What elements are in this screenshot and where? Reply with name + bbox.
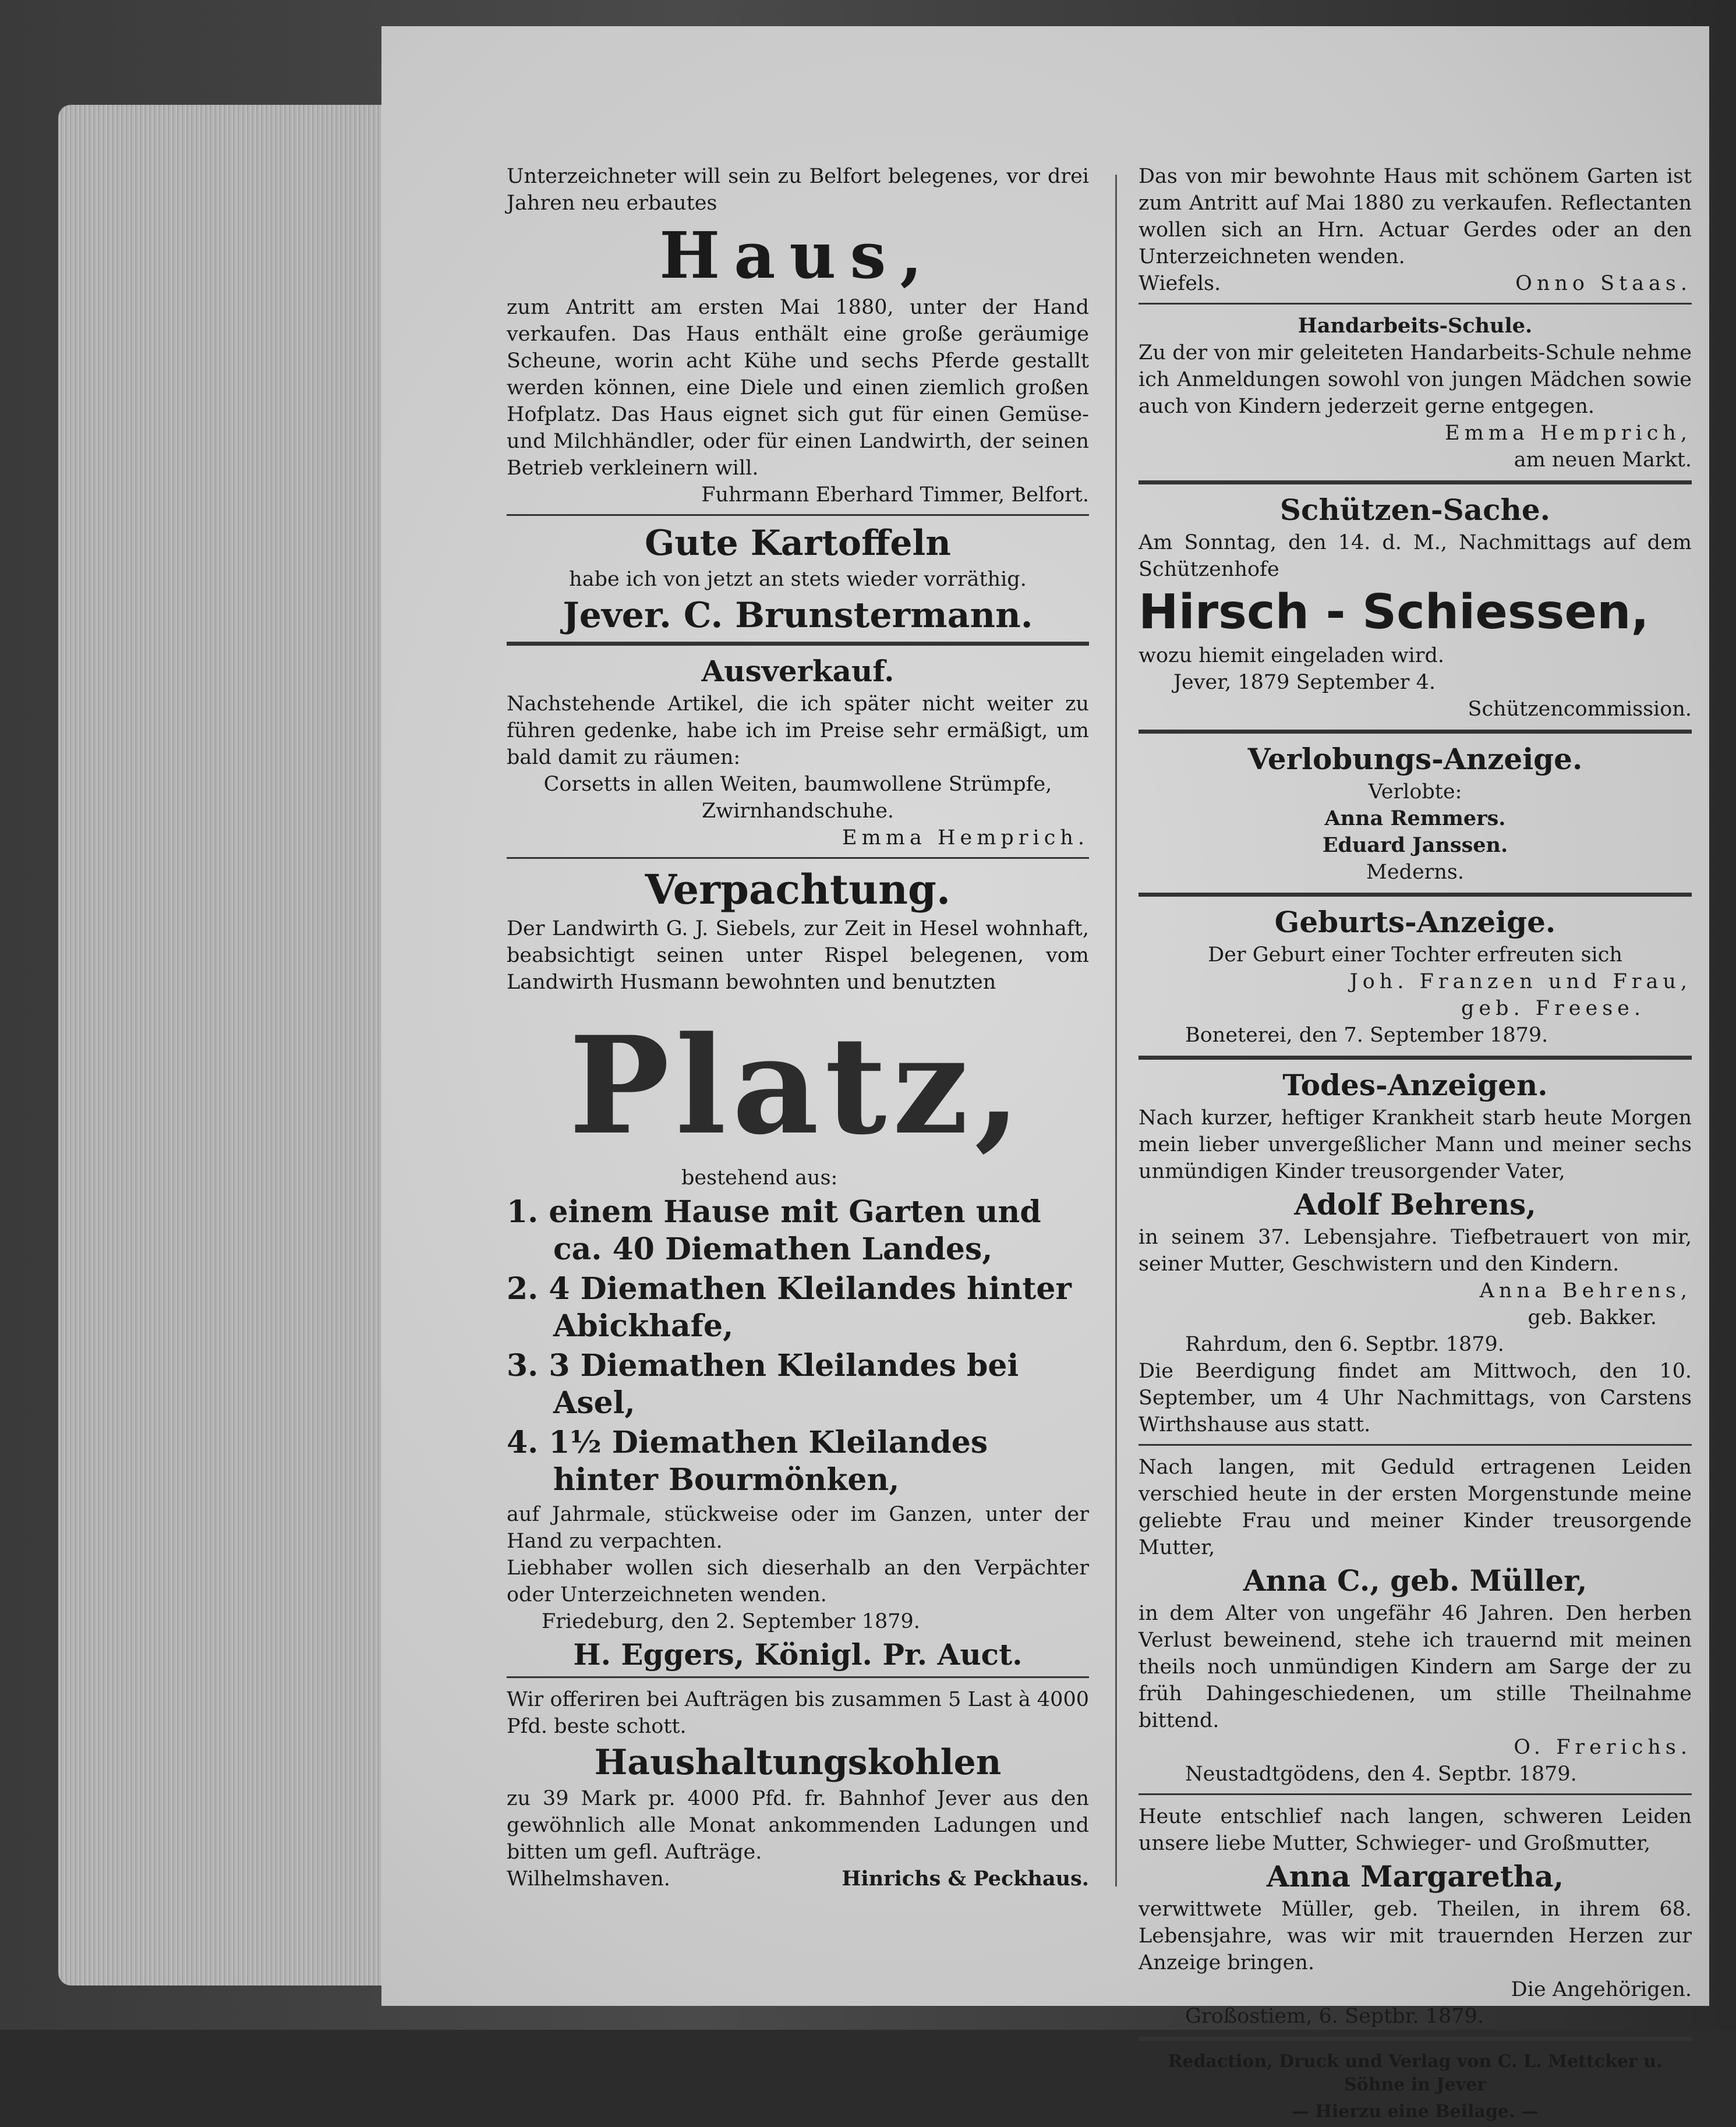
ad-big-word: Hirsch - Schiessen, xyxy=(1139,585,1649,640)
ad-title: Haus, xyxy=(659,218,936,293)
ad-place: Mederns. xyxy=(1366,861,1465,884)
ad-signature: O. Frerichs. xyxy=(1514,1736,1692,1760)
ad-body: zu 39 Mark pr. 4000 Pfd. fr. Bahnhof Jever aus den gewöhnlich alle Monat ankommenden Ladungen und bitten um gefl. Aufträge. xyxy=(507,1787,1089,1864)
ad-invite: wozu hiemit eingeladen wird. xyxy=(1139,644,1444,668)
ad-date: Rahrdum, den 6. Septbr. 1879. xyxy=(1185,1333,1504,1357)
list-item: 4. 1½ Diemathen Kleilandes hinter Bourmönken, xyxy=(507,1425,988,1498)
ad-terms: auf Jahrmale, stückweise oder im Ganzen, unter der Hand zu verpachten. xyxy=(507,1503,1089,1553)
ad-place: Wiefels. xyxy=(1139,272,1221,295)
ad-date: Boneterei, den 7. September 1879. xyxy=(1185,1024,1548,1047)
page-footer xyxy=(1139,2050,1692,2124)
ad-signature: Onno Staas. xyxy=(1515,272,1692,295)
divider xyxy=(1139,730,1692,734)
divider xyxy=(507,1676,1089,1678)
ad-intro: Unterzeichneter will sein zu Belfort belegenes, vor drei Jahren neu erbautes xyxy=(507,165,1089,215)
ad-date: Neustadtgödens, den 4. Septbr. 1879. xyxy=(1185,1763,1577,1786)
ad-title: Geburts-Anzeige. xyxy=(1274,905,1556,940)
ad-body: Der Landwirth G. J. Siebels, zur Zeit in Hesel wohnhaft, beabsichtigt seinen unter Rispel belegenen, vom Landwirth Husmann bewohnten und benutzten xyxy=(507,917,1089,994)
ad-name: Anna Margaretha, xyxy=(1266,1859,1564,1894)
ad-body: habe ich von jetzt an stets wieder vorräthig. xyxy=(569,568,1027,591)
ad-date: Jever, 1879 September 4. xyxy=(1173,671,1436,695)
ad-signature: Jever. C. Brunstermann. xyxy=(563,595,1033,636)
divider xyxy=(507,514,1089,516)
list-item: 1. einem Hause mit Garten und ca. 40 Diemathen Landes, xyxy=(507,1194,1041,1267)
ad-verpachtung xyxy=(507,867,1089,1671)
ad-body: in dem Alter von ungefähr 46 Jahren. Den herben Verlust beweinend, stehe ich trauernd mit meinen theils noch unmündigen Kindern am Sarge der zu früh Dahingeschiedenen, um stille Theilnahme bittend. xyxy=(1139,1602,1692,1733)
ad-body: Am Sonntag, den 14. d. M., Nachmittags auf dem Schützenhofe xyxy=(1139,531,1692,581)
ad-nee: geb. Freese. xyxy=(1461,997,1645,1021)
ad-title: Haushaltungskohlen xyxy=(594,1742,1002,1783)
ad-date: Großostiem, 6. Septbr. 1879. xyxy=(1185,2005,1484,2029)
ad-haus-staas xyxy=(1139,163,1692,297)
list-item: 3. 3 Diemathen Kleilandes bei Asel, xyxy=(507,1348,1019,1421)
ad-contact: Liebhaber wollen sich dieserhalb an den Verpächter oder Unterzeichneten wenden. xyxy=(507,1556,1089,1606)
ad-title: Ausverkauf. xyxy=(701,654,894,688)
ad-kohlen xyxy=(507,1686,1089,1892)
ad-ausverkauf xyxy=(507,655,1089,851)
ad-name: Anna C., geb. Müller, xyxy=(1243,1563,1587,1598)
divider xyxy=(1139,1793,1692,1795)
ad-verlobung xyxy=(1139,743,1692,886)
divider xyxy=(1139,1444,1692,1446)
ad-title: Verlobungs-Anzeige. xyxy=(1247,742,1583,777)
divider xyxy=(1139,480,1692,484)
ad-body: verwittwete Müller, geb. Theilen, in ihrem 68. Lebensjahre, was wir mit trauernden Herzen zur Anzeige bringen. xyxy=(1139,1898,1692,1975)
ad-signature: H. Eggers, Königl. Pr. Auct. xyxy=(573,1637,1023,1672)
ad-label: Verlobte: xyxy=(1368,780,1462,804)
ad-name: Eduard Janssen. xyxy=(1322,833,1508,858)
ad-body: Nach langen, mit Geduld ertragenen Leiden verschied heute in der ersten Morgenstunde meine geliebte Frau und meiner Kinder treusorgende Mutter, xyxy=(1139,1456,1692,1560)
ad-names: Joh. Franzen und Frau, xyxy=(1349,970,1692,994)
ad-name: Anna Remmers. xyxy=(1324,806,1506,831)
right-column xyxy=(1139,163,1692,2127)
ad-kartoffeln xyxy=(507,524,1089,635)
ad-body: Nach kurzer, heftiger Krankheit starb heute Morgen mein lieber unvergeßlicher Mann und meiner sechs unmündigen Kinder treusorgender Vater, xyxy=(1139,1106,1692,1184)
ad-title: Todes-Anzeigen. xyxy=(1282,1068,1548,1103)
ad-signature: Hinrichs & Peckhaus. xyxy=(842,1867,1089,1891)
ad-geburt xyxy=(1139,906,1692,1049)
divider xyxy=(507,857,1089,859)
ad-body: Das von mir bewohnte Haus mit schönem Garten ist zum Antritt auf Mai 1880 zu verkaufen. Reflectanten wollen sich an Hrn. Actuar Gerdes oder an den Unterzeichneten wenden. xyxy=(1139,165,1692,268)
ad-signature: Die Angehörigen. xyxy=(1511,1978,1692,2002)
ad-name: Adolf Behrens, xyxy=(1294,1187,1536,1222)
divider xyxy=(507,642,1089,646)
ad-intro: Wir offeriren bei Aufträgen bis zusammen 5 Last à 4000 Pfd. beste schott. xyxy=(507,1688,1089,1738)
ad-body: Nachstehende Artikel, die ich später nicht weiter zu führen gedenke, habe ich im Preise sehr ermäßigt, um bald damit zu räumen: xyxy=(507,692,1089,769)
ad-schuetzen xyxy=(1139,494,1692,723)
ad-footer xyxy=(1139,270,1692,297)
ad-place: Wilhelmshaven. xyxy=(507,1867,670,1891)
ad-address: am neuen Markt. xyxy=(1514,448,1692,472)
ad-signature: Anna Behrens, xyxy=(1479,1279,1692,1303)
ad-big-word: Platz, xyxy=(568,1007,1027,1165)
ad-body: Heute entschlief nach langen, schweren Leiden unsere liebe Mutter, Schwieger- und Großmutter, xyxy=(1139,1805,1692,1856)
ad-title: Schützen-Sache. xyxy=(1279,493,1551,527)
divider xyxy=(1139,303,1692,305)
supplement-note: — Hierzu eine Beilage. — xyxy=(1292,2101,1539,2122)
ad-body: zum Antritt am ersten Mai 1880, unter der Hand verkaufen. Das Haus enthält eine große geräumige Scheune, worin acht Kühe und sechs Pferde gestallt werden können, eine Diele und einen ziemlich großen Hofplatz. Das Haus eignet sich gut für einen Gemüse- und Milchhändler, oder für einen Landwirth, der seinen Betrieb verkleinern will. xyxy=(507,296,1089,480)
divider xyxy=(1139,1056,1692,1060)
ad-title: Handarbeits-Schule. xyxy=(1297,314,1533,338)
ad-body: Zu der von mir geleiteten Handarbeits-Schule nehme ich Anmeldungen sowohl von jungen Mädchen sowie auch von Kindern jederzeit gerne entgegen. xyxy=(1139,341,1692,418)
ad-body: Der Geburt einer Tochter erfreuten sich xyxy=(1208,943,1622,967)
ad-todes xyxy=(1139,1069,1692,2030)
ad-signature: Emma Hemprich, xyxy=(1445,422,1692,445)
imprint: Redaction, Druck und Verlag von C. L. Mettcker u. Söhne in Jever xyxy=(1168,2051,1663,2096)
ad-title: Verpachtung. xyxy=(645,865,951,914)
column-rule xyxy=(1115,175,1117,1887)
left-column xyxy=(507,163,1089,1892)
ad-signature: Schützencommission. xyxy=(1468,698,1692,721)
book-page-edges xyxy=(58,105,384,1986)
ad-date: Friedeburg, den 2. September 1879. xyxy=(542,1610,920,1633)
ad-haus-belfort xyxy=(507,163,1089,508)
divider xyxy=(1139,893,1692,897)
ad-signature: Emma Hemprich. xyxy=(842,826,1089,850)
ad-signature: geb. Bakker. xyxy=(1528,1306,1657,1330)
ad-body: in seinem 37. Lebensjahre. Tiefbetrauert von mir, seiner Mutter, Geschwistern und den Kindern. xyxy=(1139,1226,1692,1276)
ad-footer xyxy=(507,1866,1089,1892)
divider xyxy=(1139,2037,1692,2041)
ad-title: Gute Kartoffeln xyxy=(645,523,951,564)
ad-consists: bestehend aus: xyxy=(681,1166,838,1190)
list-item: 2. 4 Diemathen Kleilandes hinter Abickhafe, xyxy=(507,1271,1072,1344)
ad-body: Die Beerdigung findet am Mittwoch, den 10. September, um 4 Uhr Nachmittags, von Carstens Wirthshause aus statt. xyxy=(1139,1360,1692,1437)
ad-items: Corsetts in allen Weiten, baumwollene Strümpfe, Zwirnhandschuhe. xyxy=(543,773,1052,823)
ad-handarbeit xyxy=(1139,313,1692,473)
ad-signature: Fuhrmann Eberhard Timmer, Belfort. xyxy=(701,483,1089,507)
